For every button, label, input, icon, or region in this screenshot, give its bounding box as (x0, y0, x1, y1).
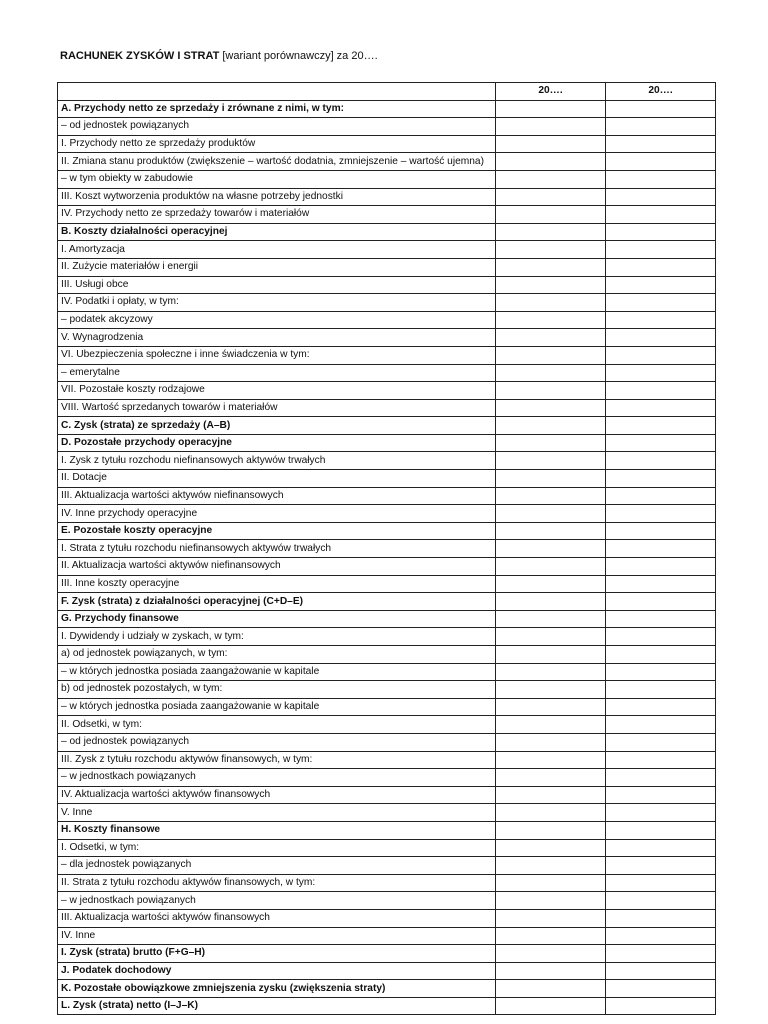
table-row (58, 505, 716, 523)
table-row (58, 540, 716, 558)
table-row (58, 962, 716, 980)
value-cell-year-2[interactable] (606, 505, 716, 523)
row-label: I. Przychody netto ze sprzedaży produktów (58, 135, 496, 153)
row-label: VIII. Wartość sprzedanych towarów i materiałów (58, 399, 496, 417)
value-cell-year-1[interactable] (496, 698, 606, 716)
row-label: – w jednostkach powiązanych (58, 769, 496, 787)
table-row (58, 434, 716, 452)
value-cell-year-2[interactable] (606, 663, 716, 681)
value-cell-year-1[interactable] (496, 223, 606, 241)
table-row (58, 786, 716, 804)
value-cell-year-1[interactable] (496, 522, 606, 540)
row-label: b) od jednostek pozostałych, w tym: (58, 681, 496, 699)
row-label: D. Pozostałe przychody operacyjne (58, 434, 496, 452)
value-cell-year-2[interactable] (606, 188, 716, 206)
table-row (58, 364, 716, 382)
row-label: V. Wynagrodzenia (58, 329, 496, 347)
row-label: E. Pozostałe koszty operacyjne (58, 522, 496, 540)
value-cell-year-1[interactable] (496, 980, 606, 998)
row-label: III. Aktualizacja wartości aktywów niefinansowych (58, 487, 496, 505)
table-row (58, 522, 716, 540)
row-label: IV. Podatki i opłaty, w tym: (58, 294, 496, 312)
table-row (58, 698, 716, 716)
value-cell-year-1[interactable] (496, 769, 606, 787)
value-cell-year-2[interactable] (606, 311, 716, 329)
value-cell-year-2[interactable] (606, 804, 716, 822)
value-cell-year-2[interactable] (606, 769, 716, 787)
value-cell-year-1[interactable] (496, 329, 606, 347)
table-row (58, 100, 716, 118)
table-row (58, 593, 716, 611)
row-label: – od jednostek powiązanych (58, 733, 496, 751)
value-cell-year-1[interactable] (496, 751, 606, 769)
value-cell-year-2[interactable] (606, 135, 716, 153)
table-row (58, 945, 716, 963)
value-cell-year-1[interactable] (496, 646, 606, 664)
value-cell-year-1[interactable] (496, 610, 606, 628)
value-cell-year-2[interactable] (606, 487, 716, 505)
row-label: I. Strata z tytułu rozchodu niefinansowych aktywów trwałych (58, 540, 496, 558)
value-cell-year-2[interactable] (606, 258, 716, 276)
table-row (58, 681, 716, 699)
table-row (58, 452, 716, 470)
value-cell-year-1[interactable] (496, 558, 606, 576)
value-cell-year-1[interactable] (496, 258, 606, 276)
table-row (58, 927, 716, 945)
value-cell-year-2[interactable] (606, 558, 716, 576)
value-cell-year-1[interactable] (496, 452, 606, 470)
row-label: II. Odsetki, w tym: (58, 716, 496, 734)
value-cell-year-2[interactable] (606, 839, 716, 857)
value-cell-year-2[interactable] (606, 206, 716, 224)
row-label: II. Aktualizacja wartości aktywów niefinansowych (58, 558, 496, 576)
row-label: II. Dotacje (58, 470, 496, 488)
table-row (58, 628, 716, 646)
row-label: – od jednostek powiązanych (58, 118, 496, 136)
row-label: II. Zmiana stanu produktów (zwiększenie – wartość dodatnia, zmniejszenie – wartość ujemna) (58, 153, 496, 171)
row-label: – podatek akcyzowy (58, 311, 496, 329)
value-cell-year-1[interactable] (496, 153, 606, 171)
value-cell-year-2[interactable] (606, 945, 716, 963)
row-label: I. Zysk z tytułu rozchodu niefinansowych aktywów trwałych (58, 452, 496, 470)
table-row (58, 558, 716, 576)
table-row (58, 909, 716, 927)
value-cell-year-2[interactable] (606, 751, 716, 769)
value-cell-year-2[interactable] (606, 997, 716, 1015)
value-cell-year-1[interactable] (496, 364, 606, 382)
value-cell-year-1[interactable] (496, 417, 606, 435)
table-row (58, 206, 716, 224)
table-row (58, 188, 716, 206)
row-label: F. Zysk (strata) z działalności operacyjnej (C+D–E) (58, 593, 496, 611)
value-cell-year-2[interactable] (606, 646, 716, 664)
row-label: H. Koszty finansowe (58, 821, 496, 839)
value-cell-year-1[interactable] (496, 241, 606, 259)
value-cell-year-1[interactable] (496, 733, 606, 751)
value-cell-year-1[interactable] (496, 962, 606, 980)
value-cell-year-2[interactable] (606, 276, 716, 294)
table-row (58, 857, 716, 875)
value-cell-year-1[interactable] (496, 628, 606, 646)
value-cell-year-2[interactable] (606, 909, 716, 927)
value-cell-year-1[interactable] (496, 927, 606, 945)
row-label: VI. Ubezpieczenia społeczne i inne świadczenia w tym: (58, 346, 496, 364)
value-cell-year-1[interactable] (496, 909, 606, 927)
value-cell-year-1[interactable] (496, 945, 606, 963)
value-cell-year-2[interactable] (606, 821, 716, 839)
value-cell-year-1[interactable] (496, 188, 606, 206)
table-header-row (58, 83, 716, 101)
row-label: A. Przychody netto ze sprzedaży i zrównane z nimi, w tym: (58, 100, 496, 118)
value-cell-year-1[interactable] (496, 346, 606, 364)
value-cell-year-1[interactable] (496, 716, 606, 734)
table-row (58, 135, 716, 153)
row-label: IV. Inne przychody operacyjne (58, 505, 496, 523)
table-row (58, 382, 716, 400)
value-cell-year-1[interactable] (496, 135, 606, 153)
value-cell-year-1[interactable] (496, 681, 606, 699)
value-cell-year-2[interactable] (606, 100, 716, 118)
value-cell-year-2[interactable] (606, 540, 716, 558)
value-cell-year-1[interactable] (496, 540, 606, 558)
value-cell-year-2[interactable] (606, 733, 716, 751)
value-cell-year-2[interactable] (606, 927, 716, 945)
value-cell-year-2[interactable] (606, 399, 716, 417)
value-cell-year-1[interactable] (496, 294, 606, 312)
value-cell-year-2[interactable] (606, 294, 716, 312)
table-row (58, 733, 716, 751)
value-cell-year-1[interactable] (496, 593, 606, 611)
table-row (58, 821, 716, 839)
table-row (58, 276, 716, 294)
document-title-main: RACHUNEK ZYSKÓW I STRAT (60, 50, 220, 62)
value-cell-year-1[interactable] (496, 786, 606, 804)
value-cell-year-2[interactable] (606, 575, 716, 593)
value-cell-year-1[interactable] (496, 839, 606, 857)
table-row (58, 646, 716, 664)
table-row (58, 346, 716, 364)
value-cell-year-2[interactable] (606, 346, 716, 364)
value-cell-year-1[interactable] (496, 857, 606, 875)
value-cell-year-1[interactable] (496, 997, 606, 1015)
row-label: I. Amortyzacja (58, 241, 496, 259)
row-label: V. Inne (58, 804, 496, 822)
value-cell-year-2[interactable] (606, 962, 716, 980)
value-cell-year-2[interactable] (606, 716, 716, 734)
value-cell-year-1[interactable] (496, 100, 606, 118)
value-cell-year-2[interactable] (606, 434, 716, 452)
table-row (58, 874, 716, 892)
value-cell-year-2[interactable] (606, 170, 716, 188)
row-label: – w jednostkach powiązanych (58, 892, 496, 910)
table-row (58, 804, 716, 822)
row-label: VII. Pozostałe koszty rodzajowe (58, 382, 496, 400)
value-cell-year-1[interactable] (496, 821, 606, 839)
value-cell-year-2[interactable] (606, 364, 716, 382)
row-label: J. Podatek dochodowy (58, 962, 496, 980)
row-label: G. Przychody finansowe (58, 610, 496, 628)
row-label: K. Pozostałe obowiązkowe zmniejszenia zysku (zwiększenia straty) (58, 980, 496, 998)
table-row (58, 223, 716, 241)
value-cell-year-2[interactable] (606, 153, 716, 171)
value-cell-year-2[interactable] (606, 452, 716, 470)
value-cell-year-1[interactable] (496, 575, 606, 593)
row-label: III. Usługi obce (58, 276, 496, 294)
document-title-variant: [wariant porównawczy] za 20…. (219, 50, 378, 62)
row-label: L. Zysk (strata) netto (I–J–K) (58, 997, 496, 1015)
row-label: II. Zużycie materiałów i energii (58, 258, 496, 276)
table-row (58, 575, 716, 593)
value-cell-year-2[interactable] (606, 857, 716, 875)
row-label: – w których jednostka posiada zaangażowanie w kapitale (58, 663, 496, 681)
value-cell-year-1[interactable] (496, 382, 606, 400)
value-cell-year-2[interactable] (606, 786, 716, 804)
table-row (58, 153, 716, 171)
value-cell-year-1[interactable] (496, 399, 606, 417)
table-row (58, 892, 716, 910)
table-row (58, 470, 716, 488)
value-cell-year-1[interactable] (496, 487, 606, 505)
row-label: I. Zysk (strata) brutto (F+G–H) (58, 945, 496, 963)
row-label: – w tym obiekty w zabudowie (58, 170, 496, 188)
row-label: III. Aktualizacja wartości aktywów finansowych (58, 909, 496, 927)
value-cell-year-2[interactable] (606, 241, 716, 259)
value-cell-year-2[interactable] (606, 593, 716, 611)
table-row (58, 487, 716, 505)
table-row (58, 170, 716, 188)
row-label: IV. Aktualizacja wartości aktywów finansowych (58, 786, 496, 804)
value-cell-year-2[interactable] (606, 980, 716, 998)
row-label: C. Zysk (strata) ze sprzedaży (A–B) (58, 417, 496, 435)
table-row (58, 663, 716, 681)
value-cell-year-2[interactable] (606, 628, 716, 646)
value-cell-year-2[interactable] (606, 470, 716, 488)
row-label: III. Inne koszty operacyjne (58, 575, 496, 593)
value-cell-year-1[interactable] (496, 804, 606, 822)
table-row (58, 610, 716, 628)
value-cell-year-2[interactable] (606, 118, 716, 136)
value-cell-year-2[interactable] (606, 223, 716, 241)
table-row (58, 716, 716, 734)
header-year-2: 20…. (606, 83, 716, 101)
value-cell-year-1[interactable] (496, 892, 606, 910)
table-row (58, 311, 716, 329)
table-row (58, 839, 716, 857)
value-cell-year-1[interactable] (496, 206, 606, 224)
value-cell-year-1[interactable] (496, 276, 606, 294)
header-year-1: 20…. (496, 83, 606, 101)
table-row (58, 241, 716, 259)
value-cell-year-2[interactable] (606, 698, 716, 716)
row-label: B. Koszty działalności operacyjnej (58, 223, 496, 241)
value-cell-year-1[interactable] (496, 311, 606, 329)
row-label: II. Strata z tytułu rozchodu aktywów finansowych, w tym: (58, 874, 496, 892)
income-statement-table (57, 82, 716, 1015)
value-cell-year-2[interactable] (606, 681, 716, 699)
value-cell-year-2[interactable] (606, 892, 716, 910)
value-cell-year-1[interactable] (496, 118, 606, 136)
row-label: III. Zysk z tytułu rozchodu aktywów finansowych, w tym: (58, 751, 496, 769)
table-row (58, 751, 716, 769)
row-label: – w których jednostka posiada zaangażowanie w kapitale (58, 698, 496, 716)
value-cell-year-1[interactable] (496, 663, 606, 681)
row-label: – emerytalne (58, 364, 496, 382)
document-title (60, 50, 378, 62)
row-label: I. Odsetki, w tym: (58, 839, 496, 857)
value-cell-year-2[interactable] (606, 522, 716, 540)
value-cell-year-1[interactable] (496, 434, 606, 452)
table-row (58, 980, 716, 998)
table-row (58, 294, 716, 312)
value-cell-year-2[interactable] (606, 329, 716, 347)
table-row (58, 118, 716, 136)
row-label: a) od jednostek powiązanych, w tym: (58, 646, 496, 664)
table-row (58, 417, 716, 435)
table-body (58, 100, 716, 1015)
value-cell-year-1[interactable] (496, 470, 606, 488)
header-label-cell (58, 83, 496, 101)
table-row (58, 997, 716, 1015)
value-cell-year-1[interactable] (496, 170, 606, 188)
row-label: IV. Inne (58, 927, 496, 945)
row-label: – dla jednostek powiązanych (58, 857, 496, 875)
value-cell-year-1[interactable] (496, 874, 606, 892)
value-cell-year-2[interactable] (606, 874, 716, 892)
row-label: IV. Przychody netto ze sprzedaży towarów i materiałów (58, 206, 496, 224)
row-label: I. Dywidendy i udziały w zyskach, w tym: (58, 628, 496, 646)
value-cell-year-2[interactable] (606, 382, 716, 400)
table-row (58, 258, 716, 276)
value-cell-year-2[interactable] (606, 610, 716, 628)
table-row (58, 329, 716, 347)
value-cell-year-1[interactable] (496, 505, 606, 523)
row-label: III. Koszt wytworzenia produktów na własne potrzeby jednostki (58, 188, 496, 206)
value-cell-year-2[interactable] (606, 417, 716, 435)
table-row (58, 769, 716, 787)
table-row (58, 399, 716, 417)
